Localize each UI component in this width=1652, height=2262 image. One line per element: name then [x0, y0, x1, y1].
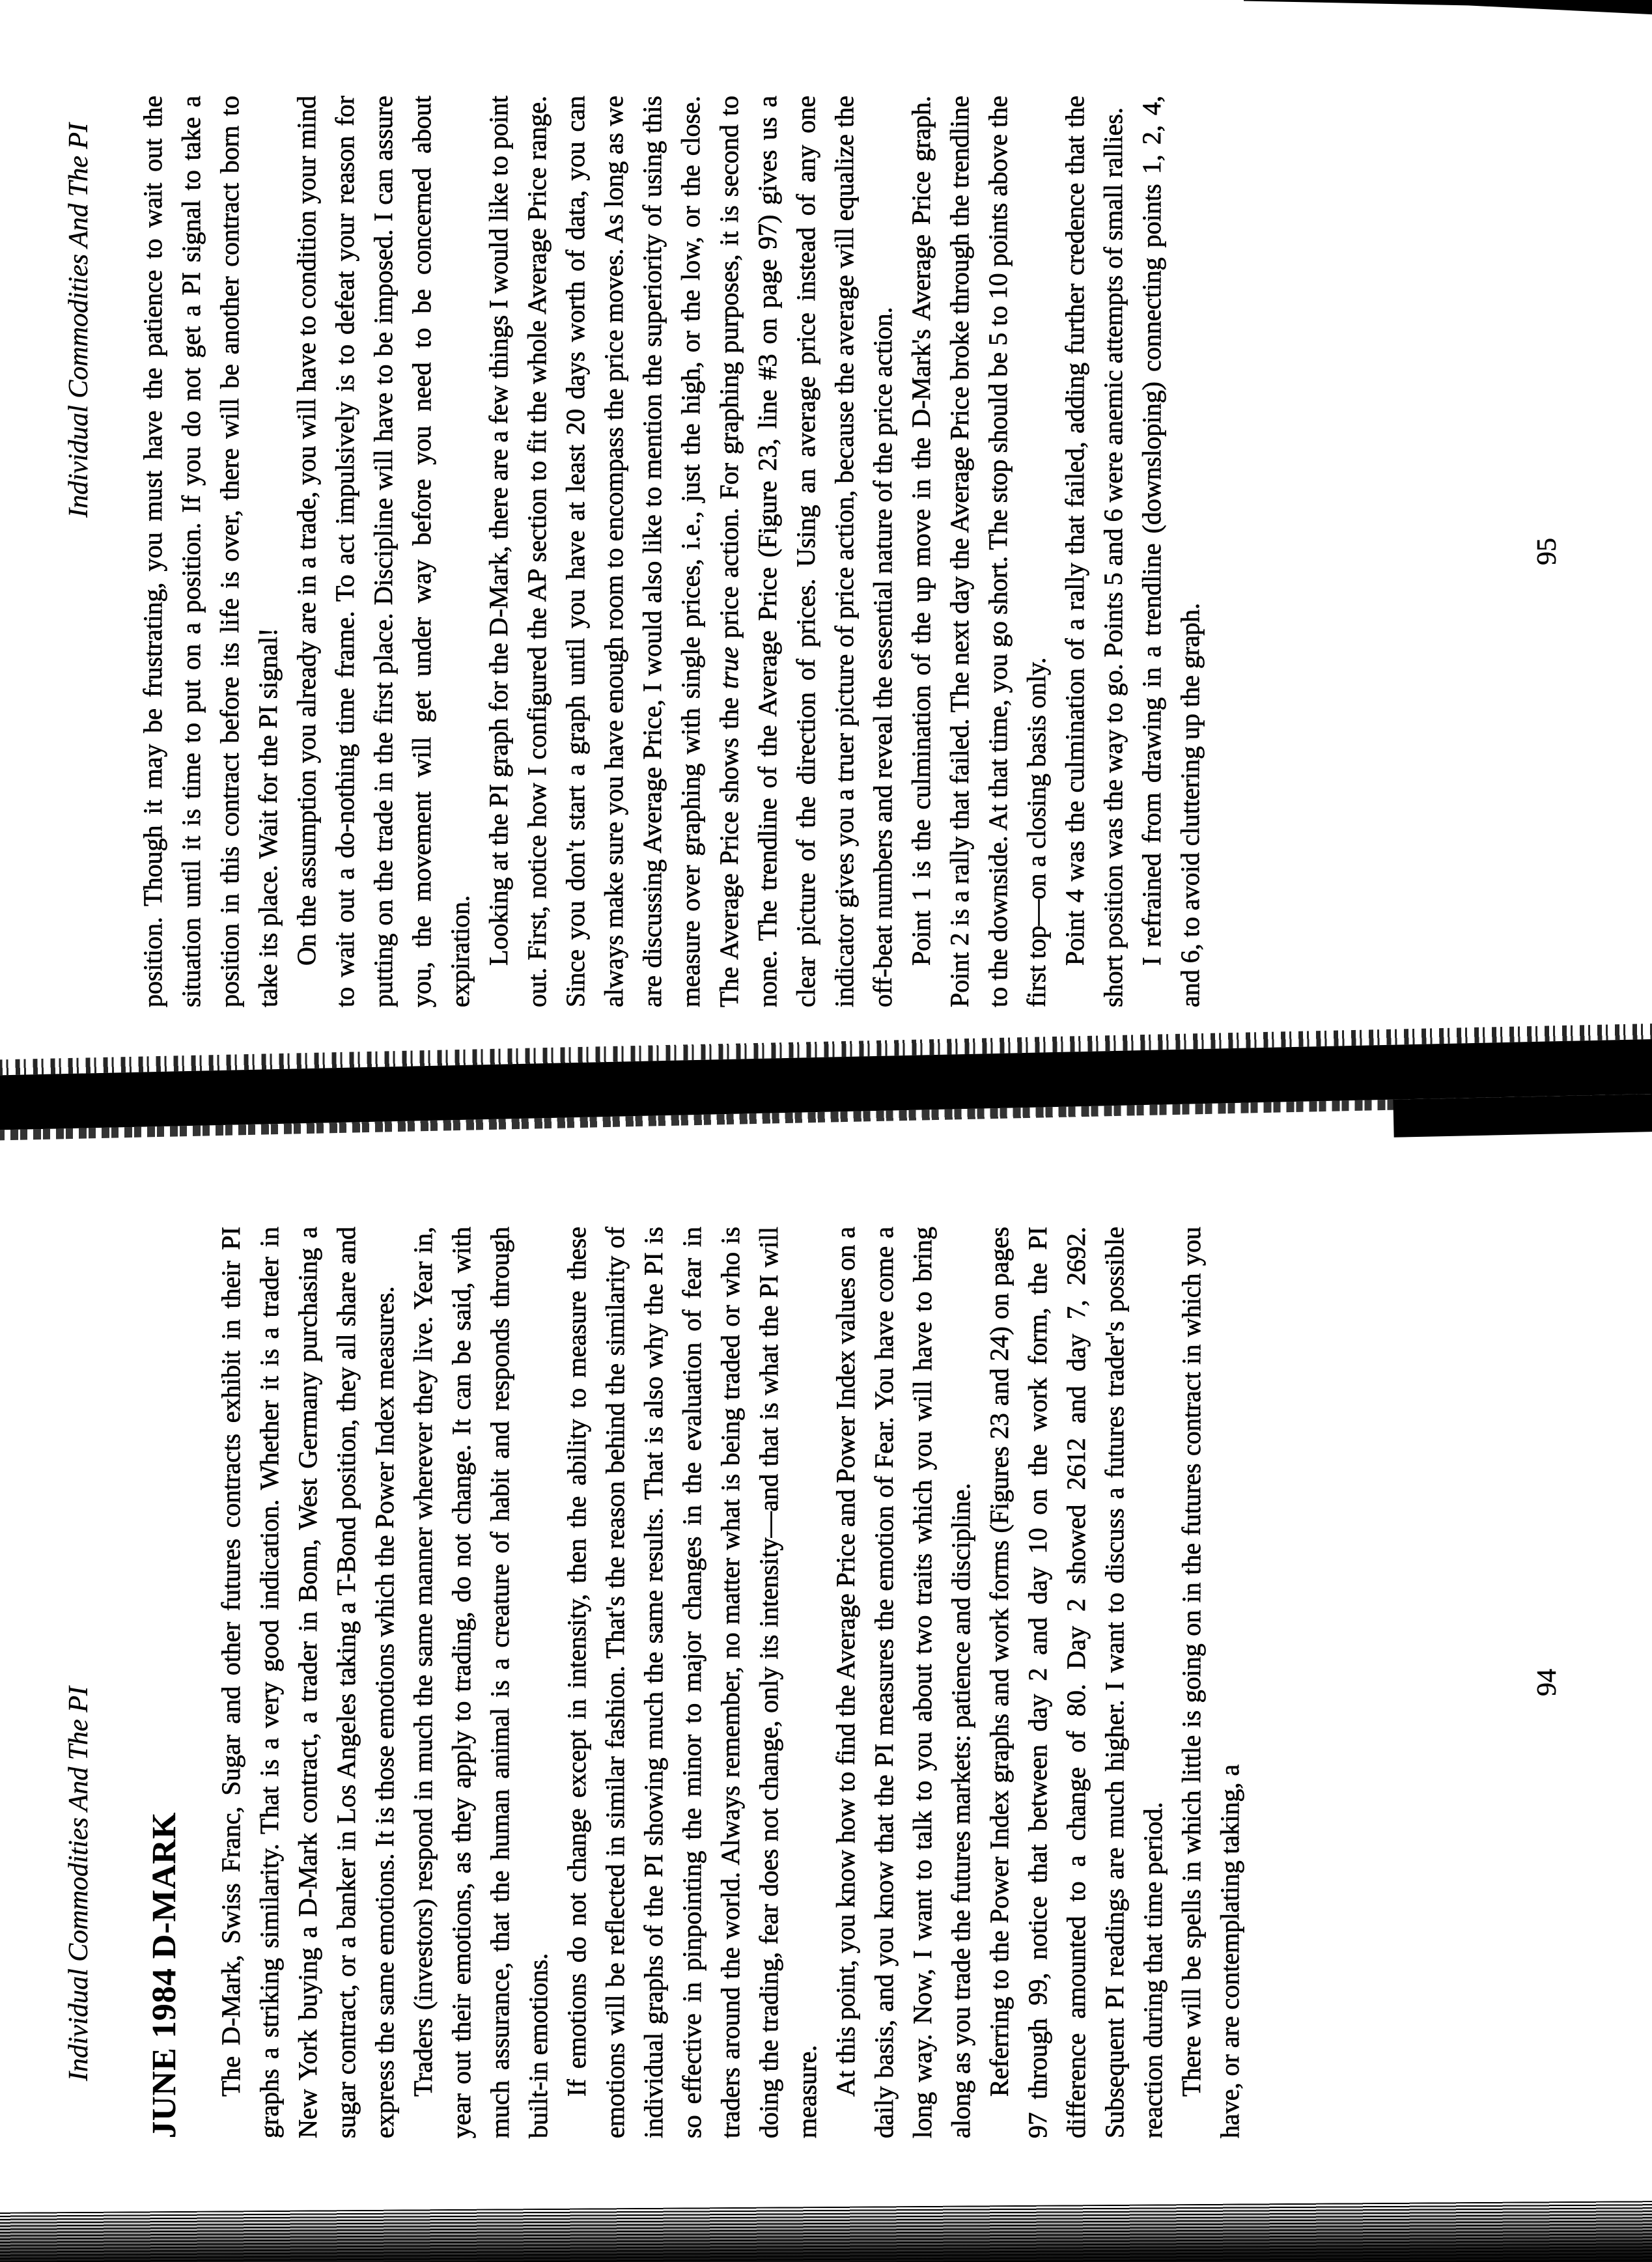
emphasized-word: true [714, 647, 744, 689]
paragraph: Referring to the Power Index graphs and work forms (Figures 23 and 24) on pages 97 through 99, notice that between day 2 and day 10 on the work form, the PI difference amounted to a change of 80. Day 2 showed 2612 and day 7, 2692. Subsequent PI readings are much higher. I want to discuss a futures trader's possible reaction during that time period. [985, 1227, 1168, 2138]
page-95-body [133, 96, 1209, 1007]
page-number: 95 [1532, 538, 1562, 565]
page-number: 94 [1532, 1669, 1562, 1696]
paragraph [479, 96, 902, 1007]
paragraph: On the assumption you already are in a trade, you will have to condition your mind to wait out a do-nothing time frame. To act impulsively is to defeat your reason for putting on the trade in the first place. Discipline will have to be imposed. I can assure you, the movement will get under way before you need to be concerned about expiration. [292, 96, 475, 1007]
paragraph: position. Though it may be frustrating, you must have the patience to wait out the situation until it is time to put on a position. If you do not get a PI signal to take a position in this contract before its life is over, there will be another contract born to take its place. Wait for the PI signal! [138, 96, 283, 1007]
paragraph-text: Looking at the PI graph for the D-Mark, there are a few things I would like to point out. First, notice how I configured the AP section to fit the whole Average Price range. Since you don't start a graph until you have at least 20 days worth of data, you can always make sure you have enough room to encompass the price moves. As long as we are discussing Average Price, I would also like to mention the superiority of using this measure over graphing with single prices, i.e., just the high, or the low, or the close. The Average Price shows the [484, 96, 744, 1007]
paragraph: Point 4 was the culmination of a rally that failed, adding further credence that the short position was the way to go. Points 5 and 6 were anemic attempts of small rallies. [1060, 96, 1128, 1007]
page-94 [0, 1131, 1652, 2262]
paragraph: Traders (investors) respond in much the same manner wherever they live. Year in, year out their emotions, as they apply to trading, do not change. It can be said, with much assurance, that the human animal is a creature of habit and responds through built-in emotions. [408, 1227, 553, 2138]
paragraph: Point 1 is the culmination of the up move in the D-Mark's Average Price graph. Point 2 is a rally that failed. The next day the Average Price broke through the trendline to the downside. At that time, you go short. The stop should be 5 to 10 points above the first top—on a closing basis only. [906, 96, 1051, 1007]
running-head: Individual Commodities And The PI [64, 123, 94, 518]
paragraph: At this point, you know how to find the Average Price and Power Index values on a daily basis, and you know that the PI measures the emotion of Fear. You have come a long way. Now, I want to talk to you about two traits which you will have to bring along as you trade the futures markets: patience and discipline. [831, 1227, 975, 2138]
paragraph: The D-Mark, Swiss Franc, Sugar and other futures contracts exhibit in their PI graphs a striking similarity. That is a very good indication. Whether it is a trader in New York buying a D-Mark contract, a trader in Bonn, West Germany purchasing a sugar contract, or a banker in Los Angeles taking a T-Bond position, they all share and express the same emotions. It is those emotions which the Power Index measures. [216, 1227, 399, 2138]
page-94-body [212, 1227, 1249, 2138]
running-head: Individual Commodities And The PI [64, 1686, 94, 2081]
paragraph: There will be spells in which little is going on in the futures contract in which you have, or are contemplating taking, a [1177, 1227, 1244, 2138]
paragraph-text: price action. For graphing purposes, it is second to none. The trendline of the Average Price (Figure 23, line #3 on page 97) gives us a clear picture of the direction of prices. Using an average price instead of any one indicator gives you a truer picture of price action, because the average will equalize the off-beat numbers and reveal the essential nature of the price action. [714, 96, 897, 1007]
book-gutter-shadow-bulge [1393, 1093, 1652, 1138]
page-94-region [0, 1131, 1652, 2262]
paragraph: I refrained from drawing in a trendline (downsloping) connecting points 1, 2, 4, and 6, to avoid cluttering up the graph. [1137, 96, 1205, 1007]
paragraph: If emotions do not change except in intensity, then the ability to measure these emotions will be reflected in similar fashion. That's the reason behind the similarity of individual graphs of the PI showing much the same results. That is also why the PI is so effective in pinpointing the minor to major changes in the evaluation of fear in traders around the world. Always remember, no matter what is being traded or who is doing the trading, fear does not change, only its intensity—and that is what the PI will measure. [562, 1227, 822, 2138]
section-heading: JUNE 1984 D-MARK [146, 1811, 183, 2138]
